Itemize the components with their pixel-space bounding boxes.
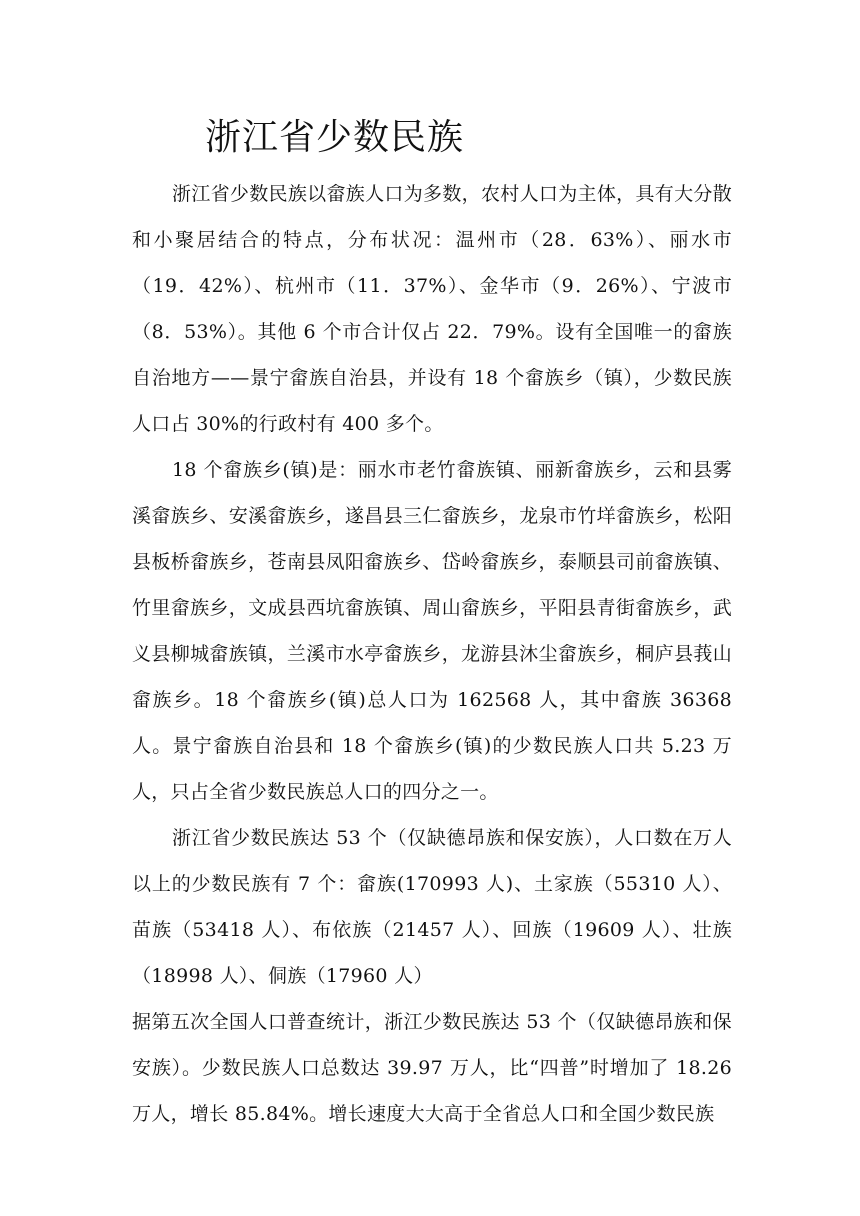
paragraph-distribution: 浙江省少数民族以畲族人口为多数，农村人口为主体，具有大分散和小聚居结合的特点，分布状况：温州市（28．63%）、丽水市（19．42%）、杭州市（11．37%）、金华市（9．26%）、宁波市（8．53%）。其他 6 个市合计仅占 22．79%。设有全国唯一的畲族自治地方——景宁畲族自治县，并设有 18 个畲族乡（镇），少数民族人口占 30%的行政村有 400 多个。 (132, 183, 732, 435)
document-body (132, 171, 732, 1137)
paragraph-census: 据第五次全国人口普查统计，浙江少数民族达 53 个（仅缺德昂族和保安族）。少数民族人口总数达 39.97 万人，比“四普”时增加了 18.26 万人，增长 85.84%。增长速度大大高于全省总人口和全国少数民族 (132, 1011, 732, 1125)
paragraph-ethnic-groups: 浙江省少数民族达 53 个（仅缺德昂族和保安族），人口数在万人以上的少数民族有 7 个：畲族(170993 人)、土家族（55310 人）、苗族（53418 人）、布依族（21457 人）、回族（19609 人）、壮族（18998 人）、侗族（17960 人） (132, 827, 732, 987)
page-title: 浙江省少数民族 (205, 117, 465, 158)
paragraph-she-townships: 18 个畲族乡(镇)是：丽水市老竹畲族镇、丽新畲族乡，云和县雾溪畲族乡、安溪畲族乡，遂昌县三仁畲族乡，龙泉市竹垟畲族乡，松阳县板桥畲族乡，苍南县凤阳畲族乡、岱岭畲族乡，泰顺县司前畲族镇、竹里畲族乡，文成县西坑畲族镇、周山畲族乡，平阳县青街畲族乡，武义县柳城畲族镇，兰溪市水亭畲族乡，龙游县沐尘畲族乡，桐庐县莪山畲族乡。18 个畲族乡(镇)总人口为 162568 人，其中畲族 36368 人。景宁畲族自治县和 18 个畲族乡(镇)的少数民族人口共 5.23 万人，只占全省少数民族总人口的四分之一。 (132, 459, 732, 803)
